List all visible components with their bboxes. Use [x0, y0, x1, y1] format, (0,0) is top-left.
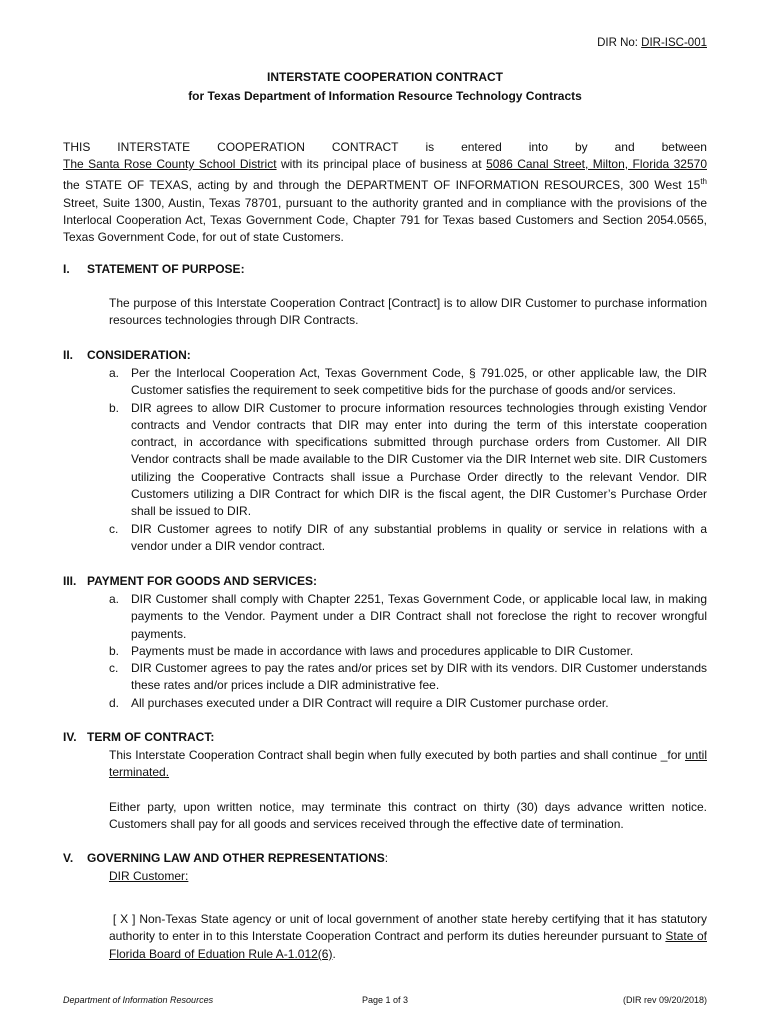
doc-no-label: DIR No:	[597, 37, 642, 49]
item-text: DIR agrees to allow DIR Customer to procure information resources technologies through existing Vendor contracts and Vendor contracts that DIR may enter into during the term of this interstate cooperation contract, in accordance with specifications submitted through purchase orders from Customer. All DIR Vendor contracts shall be made available to the DIR Customer via the DIR Internet web site. DIR Customers utilizing the Cooperative Contracts shall issue a Purchase Order directly to the relevant Vendor. DIR Customers utilizing a DIR Contract for which DIR is the fiscal agent, the DIR Customer’s Purchase Order shall be issued to DIR.	[131, 400, 707, 519]
intro-text-1: with its principal place of business at	[276, 157, 487, 171]
section-number: I.	[63, 262, 70, 276]
item-text: DIR Customer agrees to pay the rates and/or prices set by DIR with its vendors. DIR Customer understands these rates and/or prices include a DIR administrative fee.	[131, 661, 707, 693]
list-item	[109, 695, 707, 712]
party-address: 5086 Canal Street, Milton, Florida 32570	[486, 157, 707, 171]
certification-text: [ X ] Non-Texas State agency or unit of local government of another state hereby certifying that it has statutory authority to enter in to this Interstate Cooperation Contract and perform its duties hereunder pursuant to	[109, 912, 707, 944]
list-item	[109, 521, 707, 556]
intro-text-2: the STATE OF TEXAS, acting by and through the DEPARTMENT OF INFORMATION RESOURCES, 300 West 15	[63, 178, 701, 193]
list-item	[109, 365, 707, 400]
section-heading-term	[63, 730, 214, 744]
section-number: III.	[63, 574, 77, 588]
doc-no-value: DIR-ISC-001	[641, 37, 707, 49]
intro-word: THIS	[63, 140, 91, 154]
intro-first-line	[63, 139, 707, 156]
party-name: The Santa Rose County School District	[63, 157, 277, 171]
list-item	[109, 643, 707, 660]
intro-word: and	[614, 140, 635, 154]
section-title: PAYMENT FOR GOODS AND SERVICES:	[87, 574, 318, 588]
item-letter: b.	[109, 400, 120, 415]
payment-list	[109, 591, 707, 712]
item-text: Per the Interlocal Cooperation Act, Texas Government Code, § 791.025, or other applicable law, the DIR Customer satisfies the requirement to seek competitive bids for the purchase of goods and/or services.	[131, 366, 707, 398]
item-letter: a.	[109, 366, 120, 380]
document-title: INTERSTATE COOPERATION CONTRACT	[267, 70, 503, 84]
intro-word: INTERSTATE	[117, 140, 191, 154]
term-paragraph	[109, 747, 707, 782]
item-letter: c.	[109, 661, 119, 676]
section-heading-governing-law	[63, 851, 388, 865]
section-title: TERM OF CONTRACT:	[87, 730, 215, 744]
section-title: CONSIDERATION:	[87, 348, 191, 362]
item-text: DIR Customer shall comply with Chapter 2251, Texas Government Code, or applicable local law, in making payments to the Vendor. Payment under a DIR Contract shall not foreclose the right to recover wrongful payments.	[131, 592, 707, 641]
item-text: Payments must be made in accordance with laws and procedures applicable to DIR Customer.	[131, 643, 634, 658]
termination-paragraph: Either party, upon written notice, may terminate this contract on thirty (30) days advance written notice. Customers shall pay for all goods and services received through the effective date of termination.	[109, 800, 707, 832]
item-letter: a.	[109, 592, 120, 606]
list-item	[109, 660, 707, 695]
item-text: All purchases executed under a DIR Contract will require a DIR Customer purchase order.	[131, 695, 609, 710]
item-letter: d.	[109, 695, 120, 710]
intro-word: by	[575, 140, 588, 154]
document-subtitle: for Texas Department of Information Resource Technology Contracts	[188, 89, 582, 103]
section-colon: :	[384, 851, 389, 865]
intro-text-3: Street, Suite 1300, Austin, Texas 78701, pursuant to the authority granted and in compliance with the provisions of the Interlocal Cooperation Act, Texas Government Code, Chapter 791 for Texas based Customers and Section 2054.0565, Texas Government Code, for out of state Customers.	[63, 195, 707, 245]
certification-paragraph	[109, 911, 707, 963]
certification-end: .	[332, 946, 336, 961]
term-duration: until terminated.	[109, 748, 707, 780]
document-number	[597, 37, 707, 49]
intro-word: CONTRACT	[331, 140, 399, 154]
section-title: GOVERNING LAW AND OTHER REPRESENTATIONS	[87, 851, 385, 865]
intro-word: between	[661, 140, 707, 154]
section-number: IV.	[63, 730, 77, 744]
list-item	[109, 400, 707, 521]
footer-revision: (DIR rev 09/20/2018)	[622, 995, 707, 1005]
section-heading-payment	[63, 574, 317, 588]
ordinal-sup: th	[700, 177, 707, 187]
section-heading-consideration	[63, 348, 191, 362]
term-text: This Interstate Cooperation Contract shall begin when fully executed by both parties and shall continue _for	[109, 748, 685, 762]
purpose-paragraph: The purpose of this Interstate Cooperation Contract [Contract] is to allow DIR Customer to purchase information resources technologies through DIR Contracts.	[109, 296, 707, 328]
intro-word: entered	[461, 140, 502, 154]
item-letter: c.	[109, 521, 119, 536]
section-number: V.	[63, 851, 74, 865]
section-heading-purpose	[63, 262, 245, 276]
intro-paragraph	[63, 156, 707, 246]
consideration-list	[109, 365, 707, 555]
footer-page-number: Page 1 of 3	[361, 995, 409, 1005]
item-letter: b.	[109, 643, 120, 658]
dir-customer-subheading: DIR Customer:	[109, 869, 189, 883]
item-text: DIR Customer agrees to notify DIR of any substantial problems in quality or service in relations with a vendor under a DIR vendor contract.	[131, 521, 707, 553]
section-title: STATEMENT OF PURPOSE:	[87, 262, 245, 276]
intro-word: into	[528, 140, 549, 154]
list-item	[109, 591, 707, 643]
intro-word: is	[425, 140, 435, 154]
footer-organization: Department of Information Resources	[63, 995, 214, 1005]
intro-word: COOPERATION	[217, 140, 305, 154]
section-number: II.	[63, 348, 74, 362]
statutory-rule: State of Florida Board of Eduation Rule A-1.012(6)	[109, 929, 707, 961]
